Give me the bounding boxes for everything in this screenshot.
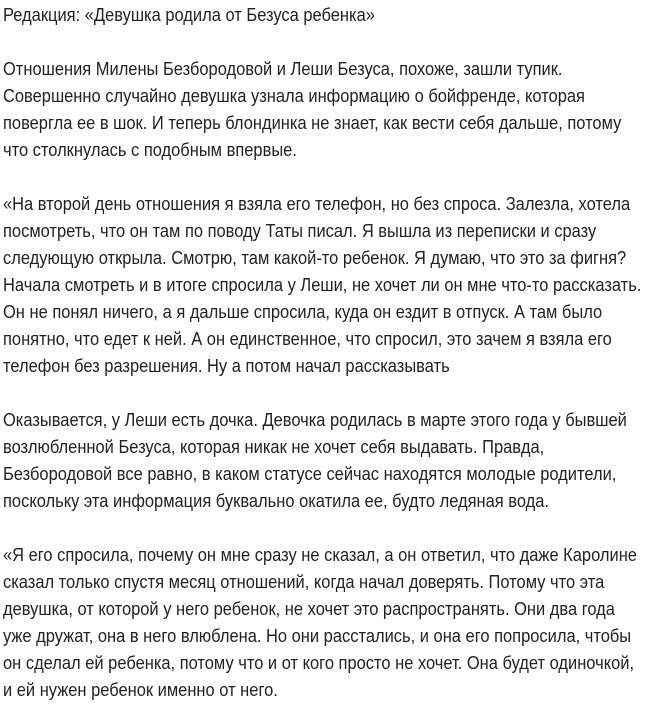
paragraph-line: Оказывается, у Леши есть дочка. Девочка родилась в марте этого года у бывшей — [3, 410, 627, 430]
paragraph-line: Начала смотреть и в итоге спросила у Леши, не хочет ли он мне что-то рассказать. — [3, 275, 642, 295]
paragraph-line: и ей нужен ребенок именно от него. — [3, 680, 278, 700]
paragraph-line: понятно, что едет к ней. А он единственное, что спросил, это зачем я взяла его — [3, 329, 612, 349]
paragraph-line: Безбородовой все равно, в каком статусе сейчас находятся молодые родители, — [3, 464, 617, 484]
paragraph-line: посмотреть, что он там по поводу Таты писал. Я вышла из переписки и сразу — [3, 221, 597, 241]
paragraph-intro — [3, 56, 644, 164]
article-title: Редакция: «Девушка родила от Безуса ребенка» — [3, 5, 375, 25]
paragraph-line: Отношения Милены Безбородовой и Леши Безуса, похоже, зашли тупик. — [3, 59, 563, 79]
paragraph-line: телефон без разрешения. Ну а потом начал рассказывать — [3, 356, 450, 376]
paragraph-line: что столкнулась с подобным впервые. — [3, 140, 297, 160]
paragraph-line: девушка, от которой у него ребенок, не хочет это распространять. Они два года — [3, 599, 615, 619]
paragraph-line: повергла ее в шок. И теперь блондинка не знает, как вести себя дальше, потому — [3, 113, 622, 133]
paragraph-line: следующую открыла. Смотрю, там какой-то ребенок. Я думаю, что это за фигня? — [3, 248, 627, 268]
paragraph-line: он сделал ей ребенка, потому что и от кого просто не хочет. Она будет одиночкой, — [3, 653, 635, 673]
paragraph-quote-1 — [3, 191, 644, 380]
paragraph-quote-2 — [3, 542, 644, 704]
paragraph-line: Совершенно случайно девушка узнала информацию о бойфренде, которая — [3, 86, 585, 106]
paragraph-line: поскольку эта информация буквально окатила ее, будто ледяная вода. — [3, 491, 550, 511]
paragraph-line: уже дружат, она в него влюблена. Но они расстались, и она его попросила, чтобы — [3, 626, 632, 646]
paragraph-line: Он не понял ничего, а я дальше спросила, куда он ездит в отпуск. А там было — [3, 302, 603, 322]
paragraph-line: возлюбленной Безуса, которая никак не хочет себя выдавать. Правда, — [3, 437, 545, 457]
paragraph-line: «Я его спросила, почему он мне сразу не сказал, а он ответил, что даже Каролине — [3, 545, 637, 565]
paragraph-explanation — [3, 407, 644, 515]
paragraph-line: сказал только спустя месяц отношений, когда начал доверять. Потому что эта — [3, 572, 605, 592]
paragraph-line: «На второй день отношения я взяла его телефон, но без спроса. Залезла, хотела — [3, 194, 631, 214]
article — [3, 0, 644, 704]
